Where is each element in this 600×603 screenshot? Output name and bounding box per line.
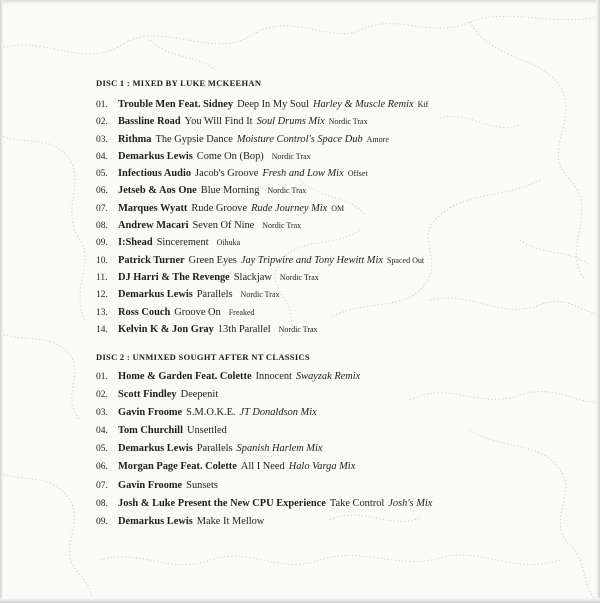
scan-edge-bottom	[0, 598, 600, 603]
track-artist: Trouble Men Feat. Sidney	[118, 99, 234, 110]
track-mix: Soul Drums Mix	[256, 116, 325, 128]
track-mix: Fresh and Low Mix	[262, 168, 344, 180]
track-row	[96, 368, 576, 386]
track-row	[96, 321, 576, 338]
track-artist: Demarkus Lewis	[118, 150, 193, 162]
track-artist: Patrick Turner	[118, 254, 185, 266]
track-row	[96, 131, 576, 148]
track-row	[96, 513, 576, 531]
track-row	[96, 495, 576, 513]
track-row	[96, 96, 576, 113]
track-artist: I:Shead	[118, 237, 153, 249]
track-row	[96, 304, 576, 321]
disc-1-tracks	[96, 96, 576, 338]
track-title: Make It Mellow	[196, 515, 265, 527]
track-title: Take Control	[329, 497, 385, 509]
track-label: Offset	[347, 169, 368, 179]
track-artist: Rithma	[118, 133, 152, 145]
track-number: 04.	[96, 151, 108, 162]
track-title: All I Need	[240, 461, 285, 473]
track-number: 11.	[96, 272, 108, 283]
track-row	[96, 234, 576, 251]
track-number: 07.	[96, 480, 108, 491]
scan-edge-top	[0, 0, 600, 4]
track-number: 12.	[96, 290, 108, 301]
track-number: 07.	[96, 203, 108, 214]
track-title: Jacob's Groove	[195, 168, 259, 180]
track-row	[96, 113, 576, 130]
disc-2-heading: DISC 2 : UNMIXED SOUGHT AFTER NT CLASSICS	[96, 352, 310, 362]
track-number: 02.	[96, 117, 108, 128]
track-number: 10.	[96, 255, 108, 266]
track-label: OM	[331, 203, 345, 213]
track-artist: DJ Harri & The Revenge	[118, 271, 230, 283]
disc-2-tracklist	[96, 350, 576, 531]
track-mix: Swayzak Remix	[295, 371, 361, 382]
track-row	[96, 404, 576, 422]
track-title: Green Eyes	[188, 254, 237, 266]
track-row	[96, 182, 576, 199]
track-artist: Demarkus Lewis	[118, 443, 193, 455]
track-artist: Morgan Page Feat. Colette	[118, 461, 237, 473]
track-number: 05.	[96, 169, 108, 180]
track-mix: Josh's Mix	[388, 497, 433, 509]
track-mix: JT Donaldson Mix	[239, 407, 317, 419]
track-number: 03.	[96, 408, 108, 419]
track-artist: Josh & Luke Present the New CPU Experience	[118, 497, 326, 509]
track-label: Kif	[417, 100, 429, 109]
track-number: 01.	[96, 100, 108, 110]
track-row	[96, 477, 576, 495]
track-mix: Halo Varga Mix	[288, 461, 356, 473]
track-title: Unsettled	[186, 425, 227, 437]
track-row	[96, 440, 576, 458]
track-title: Deepenit	[180, 389, 219, 401]
track-row	[96, 286, 576, 303]
scan-edge-right	[596, 0, 600, 603]
track-artist: Demarkus Lewis	[118, 289, 193, 301]
track-artist: Gavin Froome	[118, 479, 183, 491]
track-title: Groove On	[174, 306, 221, 318]
track-artist: Infectious Audio	[118, 168, 192, 180]
track-row	[96, 165, 576, 182]
track-artist: Bassline Road	[118, 116, 181, 128]
track-title: Deep In My Soul	[237, 99, 309, 110]
track-label: Oihuka	[216, 238, 241, 248]
track-artist: Marques Wyatt	[118, 202, 188, 214]
disc-2-tracks	[96, 368, 576, 531]
track-title: 13th Parallel	[217, 323, 271, 335]
track-label: Nordic Trax	[262, 221, 302, 231]
track-label: Nordic Trax	[267, 186, 307, 196]
track-artist: Scott Findley	[118, 389, 177, 401]
track-title: Seven Of Nine	[192, 220, 255, 232]
track-number: 09.	[96, 238, 108, 249]
track-row	[96, 458, 576, 476]
track-mix: Rude Journey Mix	[251, 202, 328, 214]
track-title: Come On (Bop)	[196, 150, 264, 162]
track-label: Nordic Trax	[328, 117, 368, 127]
track-title: Sincerement	[156, 237, 209, 249]
track-row	[96, 217, 576, 234]
track-title: Innocent	[255, 371, 292, 382]
track-mix: Moisture Control's Space Dub	[236, 133, 363, 145]
track-artist: Home & Garden Feat. Colette	[118, 371, 252, 382]
track-label: Freaked	[228, 307, 255, 317]
track-number: 14.	[96, 324, 108, 335]
disc-1-tracklist	[96, 76, 576, 338]
track-title: Parallels	[196, 289, 233, 301]
track-label: Amore	[366, 134, 389, 144]
track-row	[96, 386, 576, 404]
track-number: 13.	[96, 307, 108, 318]
track-mix: Jay Tripwire and Tony Hewitt Mix	[240, 254, 383, 266]
track-artist: Ross Couch	[118, 306, 171, 318]
track-number: 06.	[96, 186, 108, 197]
track-row	[96, 200, 576, 217]
track-label: Nordic Trax	[271, 151, 311, 161]
track-number: 02.	[96, 390, 108, 401]
track-label: Nordic Trax	[278, 324, 318, 334]
track-artist: Gavin Froome	[118, 407, 183, 419]
track-artist: Andrew Macari	[118, 220, 189, 232]
track-label: Spaced Out	[386, 255, 425, 265]
track-label: Nordic Trax	[279, 272, 319, 282]
scan-edge-left	[0, 0, 3, 603]
track-number: 09.	[96, 516, 108, 527]
track-row	[96, 252, 576, 269]
track-title: S.M.O.K.E.	[186, 407, 236, 419]
track-title: You Will Find It	[184, 116, 253, 128]
track-artist: Tom Churchill	[118, 425, 183, 437]
track-title: Slackjaw	[233, 271, 272, 283]
track-title: Blue Morning	[200, 185, 260, 197]
track-title: Parallels	[196, 443, 233, 455]
track-row	[96, 269, 576, 286]
track-title: The Gypsie Dance	[155, 133, 233, 145]
track-title: Rude Groove	[191, 202, 248, 214]
track-number: 03.	[96, 134, 108, 145]
track-number: 06.	[96, 462, 108, 473]
track-number: 08.	[96, 498, 108, 509]
track-artist: Demarkus Lewis	[118, 515, 193, 527]
track-artist: Jetseb & Aos One	[118, 185, 197, 197]
track-number: 08.	[96, 221, 108, 232]
track-number: 05.	[96, 444, 108, 455]
track-number: 01.	[96, 372, 108, 382]
track-mix: Spanish Harlem Mix	[236, 443, 323, 455]
track-title: Sunsets	[186, 479, 218, 491]
track-number: 04.	[96, 426, 108, 437]
disc-1-heading: DISC 1 : MIXED BY LUKE MCKEEHAN	[96, 78, 262, 88]
track-row	[96, 422, 576, 440]
track-artist: Kelvin K & Jon Gray	[118, 323, 214, 335]
track-mix: Harley & Muscle Remix	[312, 99, 414, 110]
track-label: Nordic Trax	[240, 290, 280, 300]
track-row	[96, 148, 576, 165]
